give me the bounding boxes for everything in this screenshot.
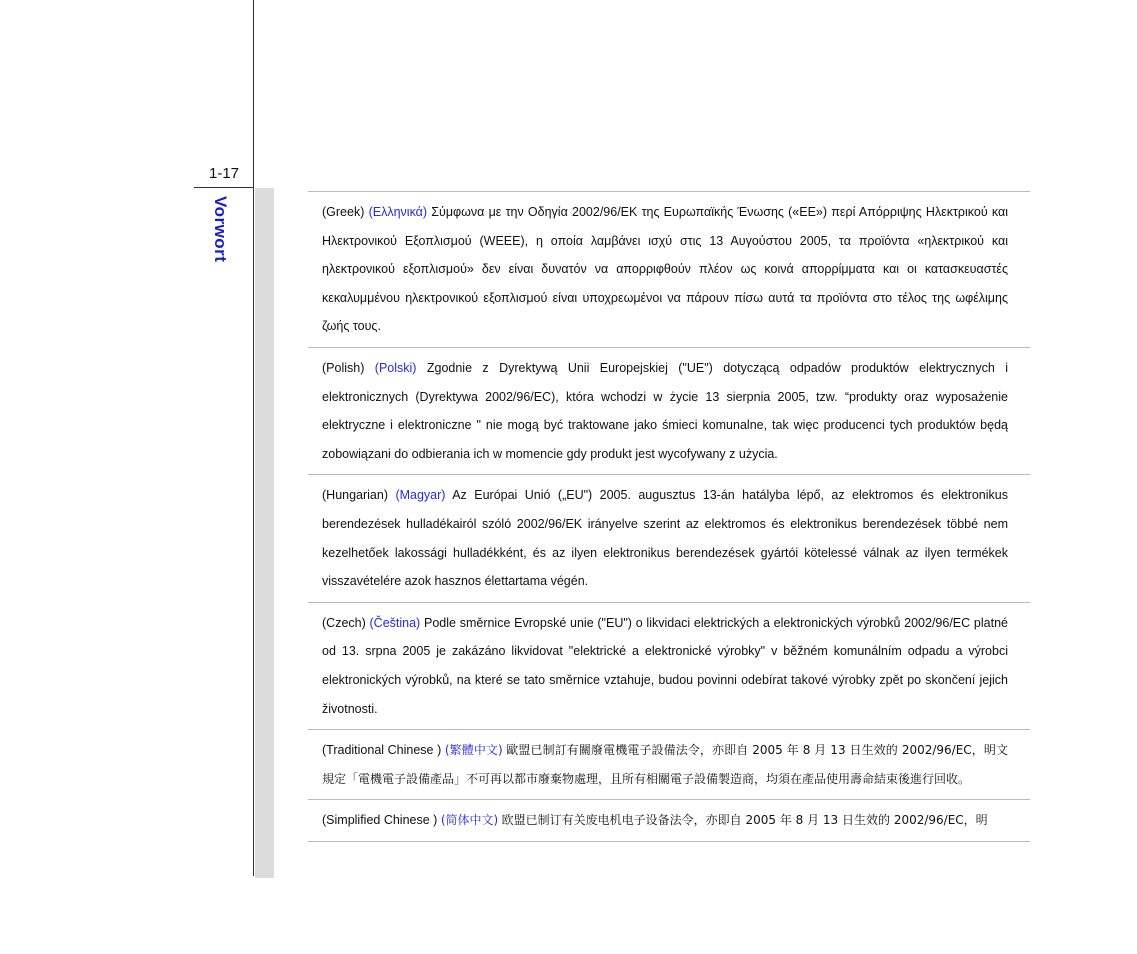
native-language-name: (繁體中文) <box>444 743 503 758</box>
native-language-name: (Ελληνικά) <box>368 205 428 219</box>
weee-block-polish <box>308 347 1030 474</box>
block-text: 欧盟已制订有关废电机电子设备法令，亦即自 2005 年 8 月 13 日生效的 2002/96/EC，明 <box>501 813 988 828</box>
native-language-name: (Magyar) <box>395 488 446 503</box>
weee-block-czech <box>308 602 1030 729</box>
language-name: (Traditional Chinese ) <box>322 743 442 758</box>
block-text: Zgodnie z Dyrektywą Unii Europejskiej ("UE") dotyczącą odpadów produktów elektrycznych i elektronicznych (Dyrektywa 2002/96/EC), która wchodzi w życie 13 sierpnia 2005, tzw. “produkty oraz wyposażenie elektryczne i elektroniczne " nie mogą być traktowane jako śmieci komunalne, tak więc producenci tych produktów będą zobowiązani do odbierania ich w momencie gdy produkt jest wycofywany z użycia. <box>322 360 1008 461</box>
language-name: (Czech) <box>322 615 366 630</box>
native-language-name: (Polski) <box>374 360 417 375</box>
page-margin-line <box>253 0 254 876</box>
block-text: Σύμφωνα με την Οδηγία 2002/96/ΕΚ της Ευρωπαϊκής Ένωσης («ΕΕ») περί Απόρριψης Ηλεκτρικού και Ηλεκτρονικού Εξοπλισμού (WEEE), η οποία λαμβάνει ισχύ στις 13 Αυγούστου 2005, τα προϊόντα «ηλεκτρικού και ηλεκτρονικού εξοπλισμού» δεν είναι δυνατόν να απορριφθούν πλέον ως κοινά απορρίμματα και οι κατασκευαστές κεκαλυμμένου ηλεκτρονικού εξοπλισμού είναι υποχρεωμένοι να πάρουν πίσω αυτά τα προϊόντα στο τέλος της ωφέλιμης ζωής τους. <box>322 205 1008 334</box>
language-name: (Hungarian) <box>322 488 389 503</box>
language-name: (Simplified Chinese ) <box>322 813 438 828</box>
page-number: 1-17 <box>209 165 240 182</box>
language-name: (Polish) <box>322 360 365 375</box>
block-text: Az Európai Unió („EU") 2005. augusztus 13-án hatályba lépő, az elektromos és elektronikus berendezések hulladékairól szóló 2002/96/EK irányelve szerint az elektromos és elektronikus berendezések többé nem kezelhetőek lakossági hulladékként, és az ilyen elektronikus berendezések gyártói kötelessé válnak az ilyen termékek visszavételére azok hasznos élettartama végén. <box>322 488 1008 589</box>
section-title: Vorwort <box>211 196 230 263</box>
weee-block-simplified-chinese <box>308 799 1030 842</box>
block-text: Podle směrnice Evropské unie ("EU") o likvidaci elektrických a elektronických výrobků 2002/96/EC platné od 13. srpna 2005 je zakázáno likvidovat "elektrické a elektronické výrobky" v běžném komunálním odpadu a výrobci elektronických výrobků, na které se tato směrnice vztahuje, budou povinni odebírat takové výrobky zpět po skončení jejich životnosti. <box>322 615 1008 716</box>
block-text: 歐盟已制訂有關廢電機電子設備法令，亦即自 2005 年 8 月 13 日生效的 2002/96/EC，明文規定「電機電子設備產品」不可再以都市廢棄物處理，且所有相關電子設備製造商，均須在產品使用壽命結束後進行回收。 <box>322 743 1008 786</box>
weee-block-greek <box>308 191 1030 347</box>
native-language-name: (Čeština) <box>369 615 421 630</box>
sidebar-bar <box>255 188 274 878</box>
weee-block-traditional-chinese <box>308 729 1030 799</box>
language-name: (Greek) <box>322 205 365 219</box>
weee-language-list <box>308 191 1030 842</box>
page-number-rule <box>194 187 254 188</box>
native-language-name: (简体中文) <box>440 813 499 828</box>
weee-block-hungarian <box>308 474 1030 601</box>
